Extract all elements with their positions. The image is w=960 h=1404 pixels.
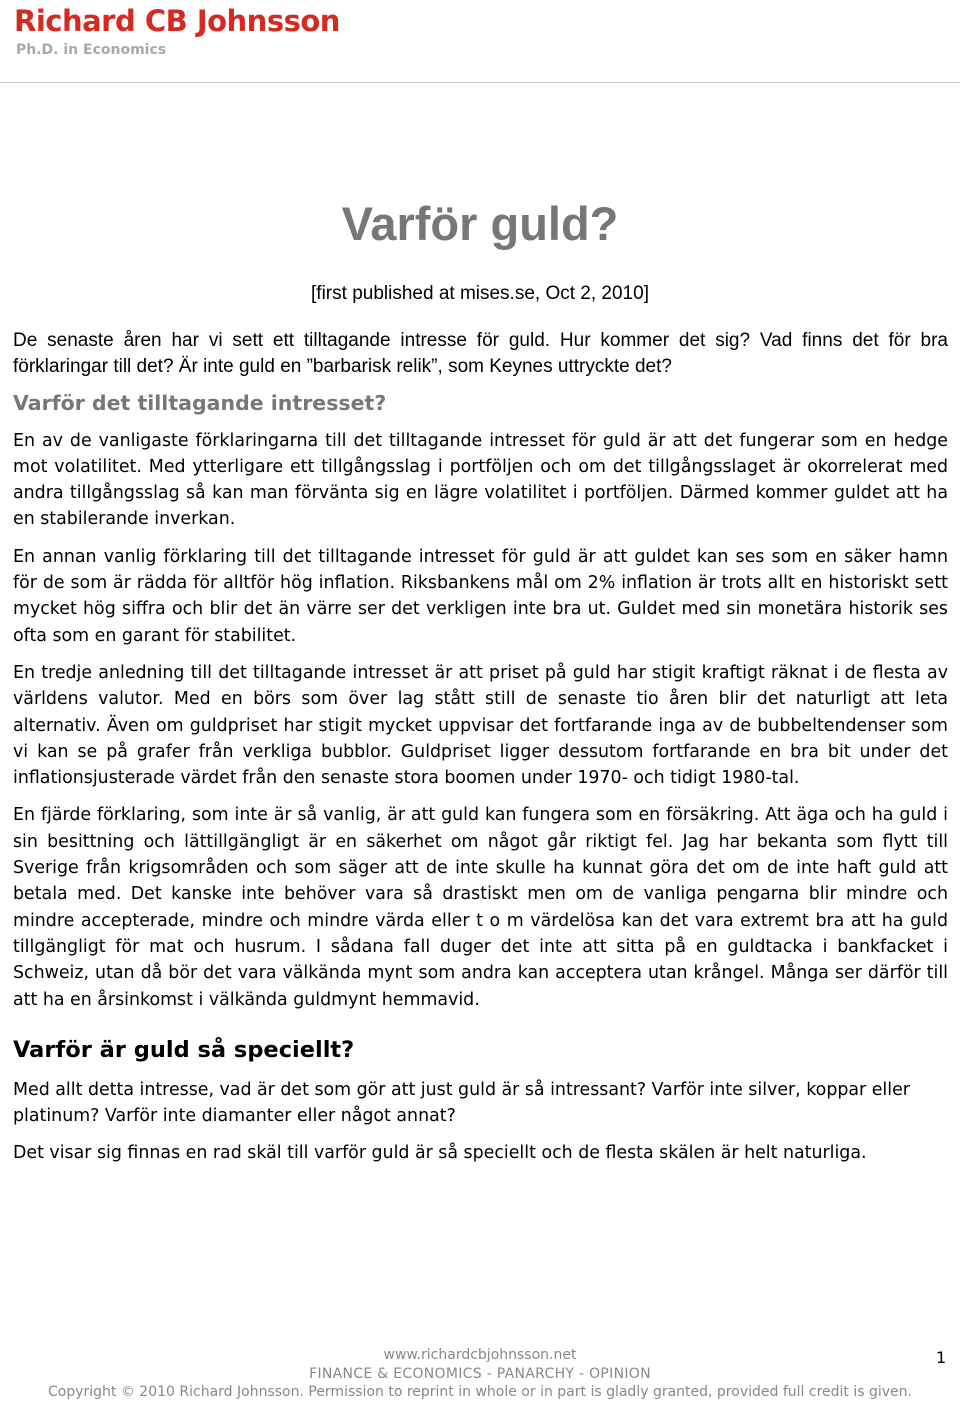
article-body: [13, 328, 948, 1178]
brand-logo: Richard CB Johnsson: [14, 4, 340, 38]
publication-note: [first published at mises.se, Oct 2, 2010]: [311, 283, 649, 304]
brand-tagline: Ph.D. in Economics: [16, 42, 167, 58]
paragraph: En fjärde förklaring, som inte är så vanlig, är att guld kan fungera som en försäkring. Att äga och ha guld i sin besittning och lättillgängligt är en säkerhet om något går riktigt fel. Jag har bekanta som flytt till Sverige från krigsområden och som säger att de inte skulle ha kunnat göra det om de inte haft guld att betala med. Det kanske inte behöver vara så drastiskt men om de vanliga pengarna blir mindre och mindre accepterade, mindre och mindre värda eller t o m värdelösa kan det vara extremt bra att ha guld tillgängligt för mat och husrum. I sådana fall duger det inte att sitta på en guldtacka i bankfacket i Schweiz, utan då bör det vara välkända mynt som andra kan acceptera utan krångel. Många ser därför till att ha en årsinkomst i välkända guldmynt hemmavid.: [13, 805, 948, 1010]
footer-copyright: Copyright © 2010 Richard Johnsson. Permission to reprint in whole or in part is gladly granted, provided full credit is given.: [48, 1384, 912, 1400]
footer-url[interactable]: www.richardcbjohnsson.net: [383, 1347, 577, 1363]
paragraph: En annan vanlig förklaring till det tilltagande intresset för guld är att guldet kan ses som en säker hamn för de som är rädda för alltför hög inflation. Riksbankens mål om 2% inflation är trots allt en historiskt sett mycket hög siffra och blir det än värre ser det verkligen inte bra ut. Guldet med sin monetära historik ses ofta som en garant för stabilitet.: [13, 546, 948, 646]
paragraph: En av de vanligaste förklaringarna till det tilltagande intresset för guld är att det fungerar som en hedge mot volatilitet. Med ytterligare ett tillgångsslag i portföljen och om det tillgångsslaget är okorrelerat med andra tillgångsslag så kan man förvänta sig en lägre volatilitet i portföljen. Därmed kommer guldet att ha en stabilerande inverkan.: [13, 430, 948, 530]
paragraph: Med allt detta intresse, vad är det som gör att just guld är så intressant? Varför inte silver, koppar eller platinum? Varför inte diamanter eller något annat?: [13, 1079, 910, 1127]
paragraph: Det visar sig finnas en rad skäl till varför guld är så speciellt och de flesta skälen är helt naturliga.: [13, 1143, 867, 1164]
section-heading-special: Varför är guld så speciellt?: [13, 1036, 355, 1063]
intro-paragraph: De senaste åren har vi sett ett tilltagande intresse för guld. Hur kommer det sig? Vad finns det för bra förklaringar till det? Är inte guld en ”barbarisk relik”, som Keynes uttryckte det?: [13, 330, 948, 378]
paragraph: En tredje anledning till det tilltagande intresset är att priset på guld har stigit kraftigt räknat i de flesta av världens valutor. Med en börs som över lag stått still de senaste tio åren blir det naturligt att leta alternativ. Även om guldpriset har stigit mycket uppvisar det fortfarande inga av de bubbeltendenser som vi kan se på grafer från verkliga bubblor. Guldpriset ligger dessutom fortfarande en bra bit under det inflationsjusterade värdet från den senaste stora boomen under 1970- och tidigt 1980-tal.: [13, 662, 948, 789]
site-header: [14, 4, 340, 58]
header-divider: [0, 82, 960, 83]
page-footer: [0, 1346, 960, 1402]
page-number: 1: [936, 1348, 947, 1367]
footer-topics: FINANCE & ECONOMICS - PANARCHY - OPINION: [309, 1365, 651, 1382]
page-title: Varför guld?: [341, 197, 619, 250]
section-heading-interest: Varför det tilltagande intresset?: [13, 390, 387, 415]
